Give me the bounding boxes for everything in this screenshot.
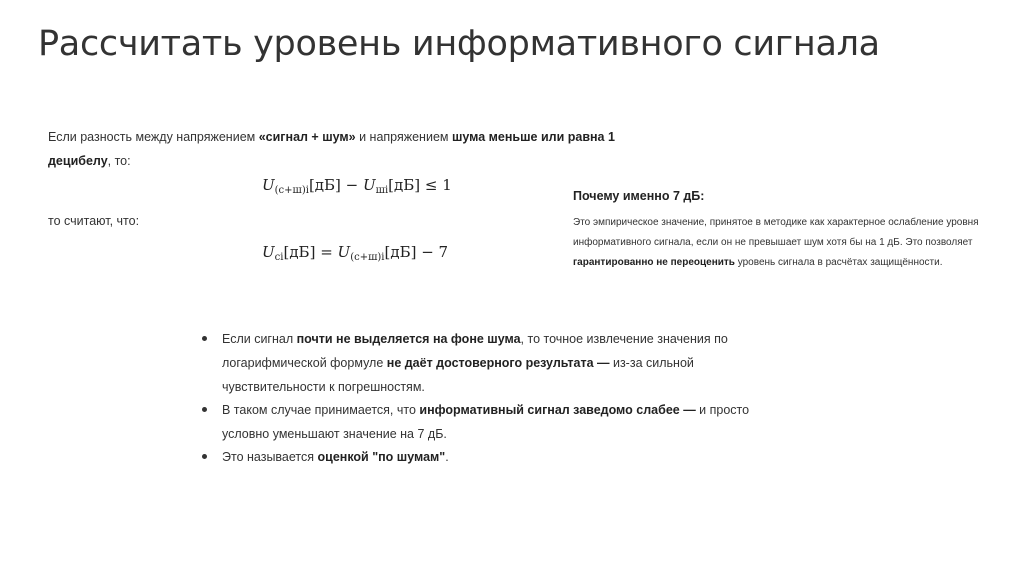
bullet1-text-2: , то точное извлечение значения по логарифмической формуле	[222, 332, 728, 370]
formula1-u1: U	[262, 176, 275, 194]
bullet3-bold-1: оценкой "по шумам"	[317, 450, 446, 464]
formula1-end: [дБ] ≤ 1	[388, 176, 452, 194]
slide-title: Рассчитать уровень информативного сигнала	[38, 24, 880, 64]
bullet-dot-icon	[202, 454, 207, 459]
why-bold-1: гарантированно не переоценить	[573, 257, 735, 268]
bullet-dot-icon	[202, 407, 207, 412]
bullet1-bold-1: почти не выделяется на фоне шума	[296, 332, 521, 346]
bullet-item-1	[200, 327, 760, 399]
then-text: то считают, что:	[48, 214, 140, 228]
formula2-sub2: (с+ш)i	[350, 252, 385, 263]
formula2-mid: [дБ] =	[283, 243, 338, 261]
intro-bold-2: шума меньше или равна 1 децибелу	[48, 130, 615, 168]
formula-result	[262, 243, 448, 263]
intro-text-2: и напряжением	[355, 130, 452, 144]
bullet-item-2	[200, 398, 760, 446]
bullet1-text-3: из-за сильной чувствительности к погрешностям.	[222, 356, 694, 394]
bullet2-text-2: и просто условно уменьшают значение на 7 дБ.	[222, 403, 750, 441]
intro-text-1: Если разность между напряжением	[48, 130, 259, 144]
formula2-sub1: ci	[274, 252, 284, 263]
formula1-sub2: шi	[375, 185, 389, 196]
intro-bold-1: «сигнал + шум»	[258, 130, 356, 144]
bullet-list	[200, 327, 760, 469]
why-text-2: уровень сигнала в расчётах защищённости.	[734, 257, 943, 268]
formula1-u2: U	[363, 176, 376, 194]
intro-paragraph	[48, 125, 648, 173]
bullet1-bold-2: не даёт достоверного результата —	[386, 356, 610, 370]
formula1-mid: [дБ] −	[308, 176, 364, 194]
bullet3-text-2: .	[445, 450, 449, 464]
bullet2-bold-1: информативный сигнал заведомо слабее —	[419, 403, 696, 417]
intro-text-3: , то:	[107, 154, 131, 168]
why-7db-heading: Почему именно 7 дБ:	[573, 189, 705, 203]
bullet1-text-1: Если сигнал	[222, 332, 297, 346]
formula2-u2: U	[337, 243, 351, 261]
formula2-end: [дБ] − 7	[384, 243, 449, 261]
why-7db-text	[573, 213, 993, 273]
why-text-1: Это эмпирическое значение, принятое в методике как характерное ослабление уровня информативного сигнала, если он не превышает шум хотя бы на 1 дБ. Это позволяет	[573, 217, 979, 248]
bullet-dot-icon	[202, 336, 207, 341]
formula-condition	[262, 176, 452, 196]
bullet3-text-1: Это называется	[222, 450, 318, 464]
formula1-sub1: (с+ш)i	[274, 185, 309, 196]
bullet2-text-1: В таком случае принимается, что	[222, 403, 420, 417]
bullet-item-3	[200, 445, 760, 469]
formula2-u1: U	[262, 243, 275, 261]
